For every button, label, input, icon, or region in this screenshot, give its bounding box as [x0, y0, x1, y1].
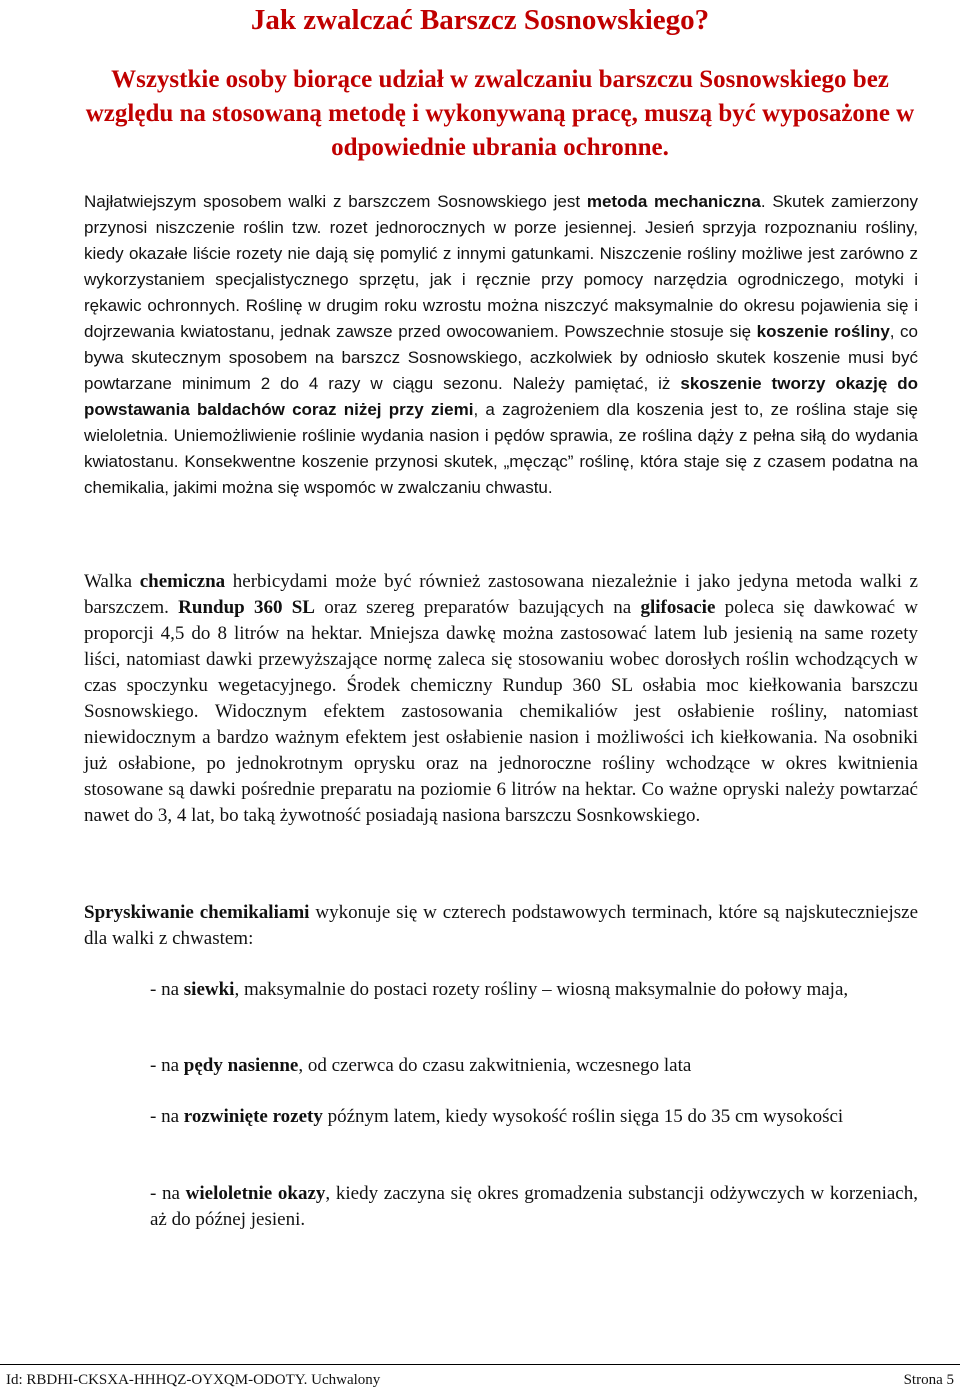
- list-item: [150, 977, 918, 1003]
- list-item-prefix: - na: [150, 1106, 184, 1127]
- list-item-term: rozwinięte rozety: [183, 1106, 323, 1127]
- chemical-text-3: oraz szereg preparatów bazujących na: [314, 597, 641, 618]
- chemical-bold: chemiczna: [139, 571, 226, 592]
- list-item-prefix: - na: [150, 1055, 184, 1076]
- list-item-text: , od czerwca do czasu zakwitnienia, wczesnego lata: [298, 1055, 692, 1076]
- mechanical-text-2: . Skutek zamierzony przynosi niszczenie roślin tzw. rozet jednorocznych w porze jesiennej. Jesień sprzyja rozpoznaniu rośliny, kiedy okazałe liście rozety nie dają się pomylić z innymi gatunkami.: [84, 192, 918, 263]
- footer-divider: [0, 1364, 960, 1365]
- list-item-term: pędy nasienne: [183, 1055, 299, 1076]
- spraying-text: wykonuje się w czterech podstawowych terminach, które są najskuteczniejsze dla walki z chwastem:: [84, 902, 918, 949]
- chemical-text-1: Walka: [84, 571, 140, 592]
- mechanical-text-3: Niszczenie rośliny możliwe jest zarówno z wykorzystaniem specjalistycznego sprzętu, jak i ręcznie przy pomocy narzędzia ogrodniczego, motyki i rękawic ochronnych. Roślinę w drugim roku wzrostu można niszczyć maksymalnie do okresu pojawienia się i dojrzewania kwiatostanu, jednak zawsze przed owocowaniem. Powszechnie stosuje się: [84, 244, 918, 341]
- mechanical-method-bold: metoda mechaniczna: [586, 192, 761, 211]
- list-item-term: wieloletnie okazy: [185, 1183, 326, 1204]
- glifosat-bold: glifosacie: [640, 597, 716, 618]
- list-item-text: późnym latem, kiedy wysokość roślin sięga 15 do 35 cm wysokości: [322, 1106, 844, 1127]
- mowing-warning-bold: skoszenie tworzy okazję do powstawania baldachów coraz niżej przy ziemi: [84, 374, 918, 419]
- mechanical-intro: [84, 189, 918, 501]
- mowing-bold: koszenie rośliny: [756, 322, 890, 341]
- list-item: [150, 1053, 918, 1079]
- mechanical-text-4: , co bywa skutecznym sposobem na barszcz Sosnowskiego, aczkolwiek by odniosło skutek koszenie musi być powtarzane minimum 2 do 4 razy w ciągu sezonu. Należy pamiętać, iż: [84, 322, 919, 393]
- list-item-term: siewki: [183, 979, 235, 1000]
- list-item: [150, 1181, 918, 1233]
- chemical-text-2: herbicydami może być również zastosowana niezależnie i jako jedyna metoda walki z barszczem.: [84, 571, 918, 618]
- chemical-paragraph: [84, 569, 918, 829]
- list-item-prefix: - na: [150, 1183, 186, 1204]
- list-item: [150, 1104, 918, 1130]
- page-title: Jak zwalczać Barszcz Sosnowskiego?: [250, 4, 710, 36]
- spraying-paragraph: [84, 900, 918, 952]
- mechanical-text-5: , a zagrożeniem dla koszenia jest to, ze roślina staje się wieloletnia. Uniemożliwienie roślinie wydania nasion i pędów sprawia, ze roślina dąży z pełna siłą do wydania kwiatostanu. Konsekwentne koszenie przynosi skutek, „męcząc” roślinę, która staje się z czasem podatna na chemikalia, jakimi można się wspomóc w zwalczaniu chwastu.: [84, 400, 918, 497]
- mechanical-text-1: Najłatwiejszym sposobem walki z barszczem Sosnowskiego jest: [84, 192, 587, 211]
- spraying-bold: Spryskiwanie chemikaliami: [84, 902, 310, 923]
- list-item-text: , kiedy zaczyna się okres gromadzenia substancji odżywczych w korzeniach, aż do późnej jesieni.: [150, 1183, 918, 1230]
- list-item-text: , maksymalnie do postaci rozety rośliny – wiosną maksymalnie do połowy maja,: [234, 979, 849, 1000]
- rundup-bold: Rundup 360 SL: [178, 597, 315, 618]
- list-item-prefix: - na: [150, 979, 184, 1000]
- document-id: Id: RBDHI-CKSXA-HHHQZ-OYXQM-ODOTY. Uchwalony: [6, 1372, 381, 1388]
- page-number: Strona 5: [903, 1372, 954, 1388]
- safety-warning: Wszystkie osoby biorące udział w zwalczaniu barszczu Sosnowskiego bez względu na stosowaną metodę i wykonywaną pracę, muszą być wyposażone w odpowiednie ubrania ochronne.: [85, 66, 915, 161]
- chemical-text-4: poleca się dawkować w proporcji 4,5 do 8 litrów na hektar. Mniejsza dawkę można zastosować latem lub jesienią na same rozety liści, natomiast dawki przewyższające normę zaleca się stosowaniu wobec dorosłych roślin wchodzących w czas spoczynku wegetacyjnego. Środek chemiczny Rundup 360 SL osłabia moc kiełkowania barszczu Sosnowskiego. Widocznym efektem zastosowania chemikaliów jest osłabienie rośliny, natomiast niewidocznym a bardzo ważnym efektem jest osłabienie nasion i możliwości ich kiełkowania. Na osobniki już osłabione, po jednokrotnym oprysku oraz na jednoroczne rośliny wchodzące w okres kwitnienia stosowane są dawki pośrednie preparatu na poziomie 6 litrów na hektar. Co ważne opryski należy powtarzać nawet do 3, 4 lat, bo taką żywotność posiadają nasiona barszczu Sosnkowskiego.: [84, 597, 919, 826]
